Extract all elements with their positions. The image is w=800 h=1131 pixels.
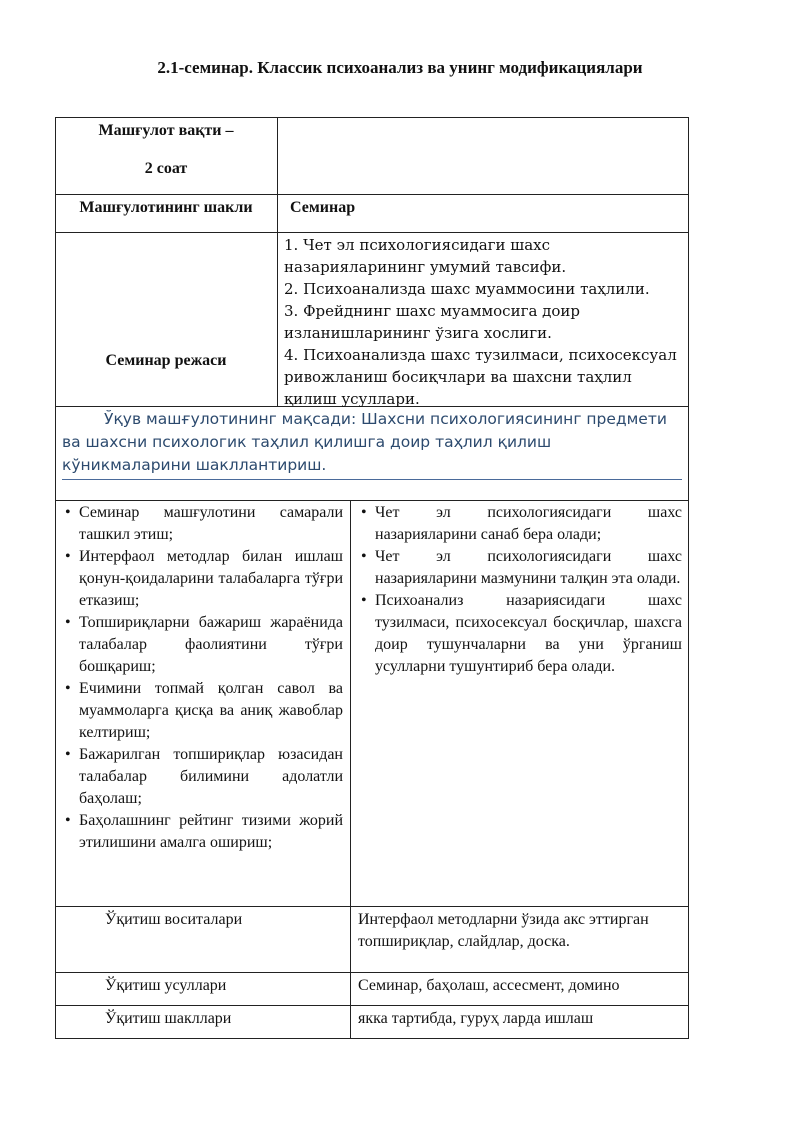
plan-list: [284, 234, 682, 410]
tools-label: Ўқитиш воситалари: [105, 911, 243, 928]
duration-label: [55, 120, 277, 180]
duration-hours: 2 соат: [144, 160, 188, 177]
table-border-right: [688, 117, 689, 1039]
outcome-item: • Чет эл психологиясидаги шахс назарияларини санаб бера олади;: [358, 502, 682, 546]
plan-label: Семинар режаси: [105, 352, 227, 369]
row-divider: [55, 1005, 689, 1006]
plan-item: 2. Психоанализда шахс муаммосини таҳлили.: [284, 280, 650, 298]
outcome-item: • Чет эл психологиясидаги шахс назарияларини мазмунини талқин эта олади.: [358, 546, 682, 590]
plan-item: 3. Фрейднинг шахс муаммосига доир изланишларининг ўзига хослиги.: [284, 302, 581, 342]
row-divider: [55, 194, 689, 195]
forms-label: Ўқитиш шакллари: [105, 1010, 232, 1027]
lesson-table: [55, 117, 689, 1039]
tools-value: Интерфаол методларни ўзида акс эттирган топшириқлар, слайдлар, доска.: [358, 911, 649, 950]
task-item: • Интерфаол методлар билан ишлаш қонун-қоидаларини талабаларга тўғри етказиш;: [62, 546, 343, 612]
methods-label: Ўқитиш усуллари: [105, 977, 227, 994]
form-label: Машғулотининг шакли: [79, 199, 253, 216]
row-divider: [55, 232, 689, 233]
column-divider: [350, 500, 351, 1038]
goal-underline: [62, 479, 682, 480]
task-item: • Баҳолашнинг рейтинг тизими жорий этилишини амалга ошириш;: [62, 810, 343, 854]
plan-item: 4. Психоанализда шахс тузилмаси, психосексуал ривожланиш босиқчлари ва шахсни таҳлил қилиш усуллари.: [284, 346, 677, 408]
teaching-tasks-list: [62, 502, 343, 854]
row-divider: [55, 972, 689, 973]
document-title: 2.1-семинар. Классик психоанализ ва унинг модификациялари: [157, 58, 643, 77]
row-divider: [55, 500, 689, 501]
task-item: • Ечимини топмай қолган савол ва муаммоларга қисқа ва аниқ жавоблар келтириш;: [62, 678, 343, 744]
table-border-top: [55, 117, 689, 118]
learning-outcomes-list: [358, 502, 682, 678]
form-value: Семинар: [290, 199, 356, 216]
lesson-goal: Ўқув машғулотининг мақсади: Шахсни психологиясининг предмети ва шахсни психологик таҳлил қилишга доир таҳлил қилиш кўникмаларини шакллантириш.: [62, 410, 667, 474]
table-border-left: [55, 117, 56, 1039]
table-border-bottom: [55, 1038, 689, 1039]
methods-value: Семинар, баҳолаш, ассесмент, домино: [358, 977, 620, 994]
task-item: • Топшириқларни бажариш жараёнида талабалар фаолиятини тўғри бошқариш;: [62, 612, 343, 678]
column-divider: [277, 117, 278, 406]
task-item: • Семинар машғулотини самарали ташкил этиш;: [62, 502, 343, 546]
outcome-item: • Психоанализ назариясидаги шахс тузилмаси, психосексуал босқичлар, шахсга доир тушунчаларни ва уни ўрганиш усулларни тушунтириб бера олади.: [358, 590, 682, 678]
row-divider: [55, 906, 689, 907]
task-item: • Бажарилган топшириқлар юзасидан талабалар билимини адолатли баҳолаш;: [62, 744, 343, 810]
forms-value: якка тартибда, гуруҳ ларда ишлаш: [358, 1010, 594, 1027]
plan-item: 1. Чет эл психологиясидаги шахс назарияларининг умумий тавсифи.: [284, 236, 567, 276]
duration-label-line1: Машғулот вақти –: [98, 122, 234, 139]
